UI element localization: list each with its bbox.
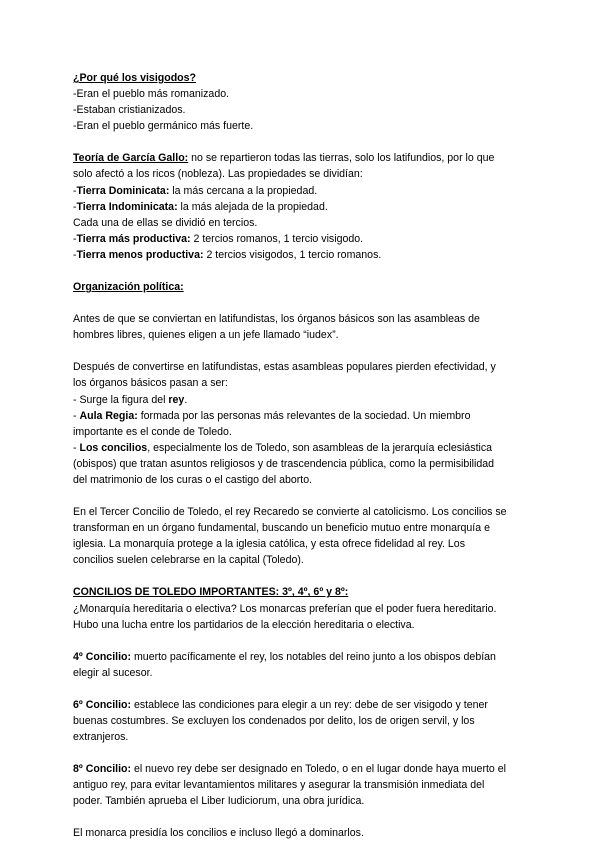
dash: - — [73, 232, 77, 245]
term-text: la más alejada de la propiedad. — [177, 200, 328, 213]
term-text: la más cercana a la propiedad. — [169, 184, 318, 197]
text-span: formada por las personas más relevantes de la sociedad. Un miembro — [137, 409, 471, 422]
text-span: muerto pacíficamente el rey, los notables del reino junto a los obispos debían — [131, 650, 496, 663]
text-span: - — [73, 409, 80, 422]
paragraph-line: hombres libres, quienes eligen a un jefe llamado “iudex”. — [73, 329, 339, 342]
spacer — [73, 633, 540, 649]
term-text: 2 tercios visigodos, 1 tercio romanos. — [203, 248, 382, 261]
spacer — [73, 295, 540, 311]
spacer — [73, 488, 540, 504]
paragraph-line: Después de convertirse en latifundistas, estas asambleas populares pierden efectividad, y — [73, 361, 496, 374]
text-span: establece las condiciones para elegir a un rey: debe de ser visigodo y tener — [131, 698, 488, 711]
paragraph-line: buenas costumbres. Se excluyen los condenados por delito, los de origen servil, y los — [73, 715, 475, 727]
term-label: 6º Concilio: — [73, 698, 132, 711]
paragraph-line: Hubo una lucha entre los partidarios de la elección hereditaria o electiva. — [73, 618, 415, 631]
spacer — [73, 568, 540, 584]
list-item: -Eran el pueblo germánico más fuerte. — [73, 120, 254, 133]
list-item: -Eran el pueblo más romanizado. — [73, 88, 230, 101]
list-item — [73, 247, 540, 263]
text-span: - Surge la figura del — [73, 393, 169, 406]
paragraph-line: antiguo rey, para evitar levantamientos militares y asegurar la transmisión inmediata del — [73, 779, 485, 792]
term-label: Los concilios — [79, 441, 148, 454]
dash: - — [73, 248, 77, 261]
paragraph-line: importante es el conde de Toledo. — [73, 425, 232, 438]
spacer — [73, 809, 540, 825]
dash: - — [73, 200, 77, 213]
list-item — [73, 199, 540, 215]
list-item — [73, 440, 540, 456]
paragraph-line: iglesia. La monarquía protege a la iglesia católica, y esta ofrece fidelidad al rey. Los — [73, 538, 465, 551]
section-heading-visigodos: ¿Por qué los visigodos? — [73, 72, 197, 84]
text-span: . — [184, 393, 188, 406]
paragraph-line: extranjeros. — [73, 731, 129, 744]
paragraph-line: (obispos) que tratan asuntos religiosos y de trascendencia pública, como la permisibilidad — [73, 457, 495, 470]
paragraph-line: los órganos básicos pasan a ser: — [73, 377, 228, 390]
paragraph-line — [73, 697, 540, 713]
text-span: el nuevo rey debe ser designado en Toledo, o en el lugar donde haya muerto el — [131, 763, 507, 776]
term-label: rey — [168, 393, 185, 406]
spacer — [73, 343, 540, 359]
list-item — [73, 392, 540, 408]
dash: - — [73, 184, 77, 197]
spacer — [73, 134, 540, 150]
spacer — [73, 745, 540, 761]
paragraph-line — [73, 150, 540, 166]
paragraph-line: transforman en un órgano fundamental, buscando un beneficio mutuo entre monarquía e — [73, 522, 490, 535]
paragraph-line: solo afectó a los ricos (nobleza). Las propiedades se dividían: — [73, 168, 363, 181]
paragraph-line: ¿Monarquía hereditaria o electiva? Los monarcas preferían que el poder fuera hereditario. — [73, 602, 497, 615]
paragraph-line: En el Tercer Concilio de Toledo, el rey Recaredo se convierte al catolicismo. Los concilios se — [73, 506, 507, 519]
paragraph-line — [73, 761, 540, 777]
term-text: 2 tercios romanos, 1 tercio visigodo. — [190, 232, 364, 245]
list-item: -Estaban cristianizados. — [73, 104, 186, 117]
paragraph-line: del matrimonio de los curas o el castigo del aborto. — [73, 473, 313, 486]
list-item — [73, 231, 540, 247]
list-item — [73, 408, 540, 424]
term-label: Tierra Indominicata: — [76, 200, 178, 213]
paragraph-line: Cada una de ellas se dividió en tercios. — [73, 216, 258, 229]
text-span: no se repartieron todas las tierras, solo los latifundios, por lo que — [188, 152, 495, 165]
paragraph-line: El monarca presidía los concilios e incluso llegó a dominarlos. — [73, 827, 364, 840]
term-label: Aula Regia: — [79, 409, 138, 422]
paragraph-line: Antes de que se conviertan en latifundistas, los órganos básicos son las asambleas de — [73, 313, 480, 326]
section-heading-concilios: CONCILIOS DE TOLEDO IMPORTANTES: 3º, 4º, 6º y 8º: — [73, 586, 349, 599]
section-heading-garcia-gallo: Teoría de García Gallo: — [73, 152, 189, 165]
spacer — [73, 681, 540, 697]
term-label: Tierra Dominicata: — [76, 184, 170, 197]
term-label: Tierra menos productiva: — [76, 248, 204, 261]
term-label: 8º Concilio: — [73, 763, 132, 776]
paragraph-line: elegir al sucesor. — [73, 666, 153, 679]
text-span: , especialmente los de Toledo, son asambleas de la jerarquía eclesiástica — [147, 441, 493, 454]
term-label: 4º Concilio: — [73, 650, 132, 663]
term-label: Tierra más productiva: — [76, 232, 191, 245]
section-heading-organizacion: Organización política: — [73, 281, 184, 294]
text-span: - — [73, 441, 80, 454]
paragraph-line: concilios suelen celebrarse en la capital (Toledo). — [73, 554, 304, 567]
paragraph-line — [73, 649, 540, 665]
spacer — [73, 263, 540, 279]
list-item — [73, 183, 540, 199]
paragraph-line: poder. También aprueba el Liber Iudiciorum, una obra jurídica. — [73, 795, 365, 808]
